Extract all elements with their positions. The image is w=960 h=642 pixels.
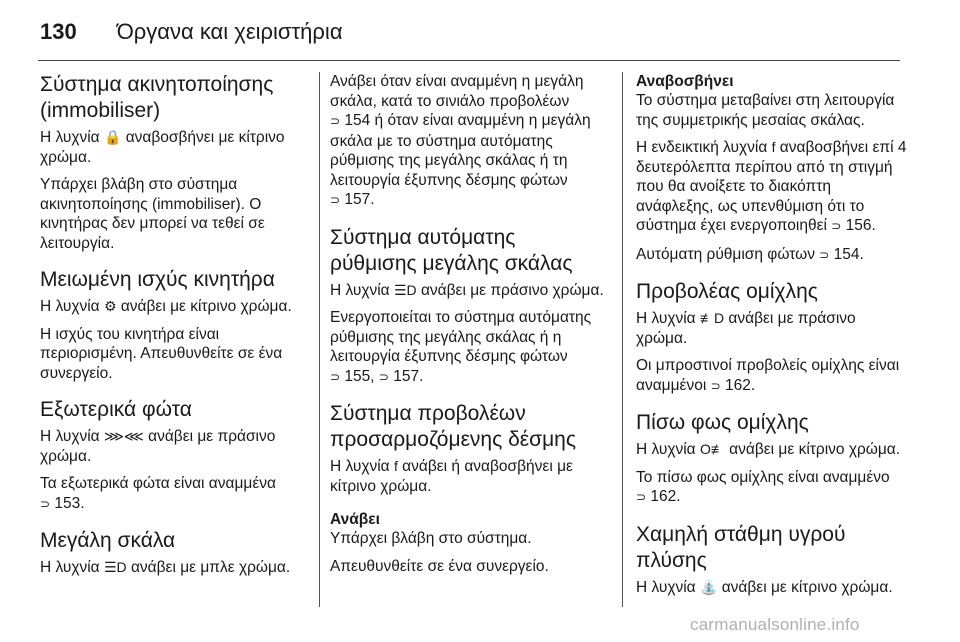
section-afl — [330, 401, 605, 496]
high-beam-icon: ☰D — [103, 559, 127, 575]
reference-arrow-icon: ⊃ — [636, 490, 647, 504]
reference-arrow-icon: ⊃ — [330, 193, 341, 207]
paragraph: Η λυχνία f ανάβει ή αναβοσβήνει με κίτρινο χρώμα. — [330, 458, 573, 495]
section-front-fog — [636, 279, 910, 396]
paragraph: Αυτόματη ρύθμιση φώτων ⊃ 154. — [636, 245, 864, 263]
auto-high-beam-icon: ☰D — [393, 281, 417, 298]
column-1 — [40, 72, 305, 592]
paragraph: Υπάρχει βλάβη στο σύστημα. — [330, 530, 532, 547]
subsection-title: Αναβοσβήνει — [636, 73, 734, 90]
section-title: Σύστημα ακινητοποίησης (immobiliser) — [40, 73, 274, 122]
column-2 — [330, 72, 605, 590]
rear-fog-icon: O≢ — [699, 441, 725, 457]
paragraph: Ενεργοποιείται το σύστημα αυτόματης ρύθμισης της μεγάλης σκάλας ή η λειτουργία έξυπνης δέσμης φώτων ⊃ 155, ⊃ 157. — [330, 309, 592, 385]
paragraph: Το πίσω φως ομίχλης είναι αναμμένο ⊃ 162. — [636, 468, 890, 505]
section-auto-high-beam — [330, 225, 605, 388]
section-flashing — [636, 72, 910, 265]
paragraph: Υπάρχει βλάβη στο σύστημα ακινητοποίησης (immobiliser). Ο κινητήρας δεν μπορεί να τεθεί σε λειτουργία. — [40, 176, 265, 252]
reference-arrow-icon: ⊃ — [831, 219, 842, 233]
side-lights-icon: ⋙⋘ — [103, 428, 144, 444]
paragraph: Η λυχνία ⚙ ανάβει με κίτρινο χρώμα. — [40, 298, 292, 315]
reference-arrow-icon: ⊃ — [330, 369, 341, 384]
section-title: Πίσω φως ομίχλης — [636, 411, 809, 434]
section-title: Μειωμένη ισχύς κινητήρα — [40, 268, 275, 291]
reference-arrow-icon: ⊃ — [378, 369, 389, 384]
page-header — [40, 12, 920, 52]
paragraph: Η λυχνία ⋙⋘ ανάβει με πράσινο χρώμα. — [40, 428, 276, 465]
column-3 — [636, 72, 910, 611]
section-immobiliser — [40, 72, 305, 253]
paragraph: Η λυχνία O≢ ανάβει με κίτρινο χρώμα. — [636, 441, 901, 458]
paragraph: Η λυχνία ⛲ ανάβει με κίτρινο χρώμα. — [636, 578, 893, 596]
reference-arrow-icon: ⊃ — [819, 247, 830, 262]
adaptive-light-icon: f — [393, 458, 398, 474]
washer-fluid-icon: ⛲ — [699, 578, 718, 595]
paragraph: Τα εξωτερικά φώτα είναι αναμμένα ⊃ 153. — [40, 475, 276, 512]
header-rule — [38, 60, 900, 61]
paragraph: Απευθυνθείτε σε ένα συνεργείο. — [330, 557, 549, 575]
subsection-title: Ανάβει — [330, 511, 380, 528]
section-exterior-lights — [40, 397, 305, 514]
section-rear-fog — [636, 410, 910, 508]
section-on — [330, 510, 605, 576]
paragraph: Η λυχνία ☰D ανάβει με πράσινο χρώμα. — [330, 281, 604, 299]
paragraph: Η λυχνία ≢D ανάβει με πράσινο χρώμα. — [636, 310, 856, 347]
car-lock-icon: 🔒 — [103, 129, 122, 145]
front-fog-icon: ≢D — [699, 310, 725, 326]
engine-power-icon: ⚙ — [103, 298, 117, 314]
section-title: Χαμηλή στάθμη υγρού πλύσης — [636, 522, 846, 572]
section-title: Μεγάλη σκάλα — [40, 529, 176, 552]
section-title: Σύστημα αυτόματης ρύθμισης μεγάλης σκάλας — [330, 225, 573, 275]
section-title: Προβολέας ομίχλης — [636, 280, 818, 303]
adaptive-light-icon: f — [771, 139, 776, 155]
reference-arrow-icon: ⊃ — [40, 496, 51, 511]
column-divider — [319, 72, 320, 607]
section-high-beam-cont — [330, 72, 605, 211]
paragraph: Η λυχνία 🔒 αναβοσβήνει με κίτρινο χρώμα. — [40, 129, 285, 166]
paragraph: Η λυχνία ☰D ανάβει με μπλε χρώμα. — [40, 559, 291, 576]
reference-arrow-icon: ⊃ — [710, 378, 721, 393]
paragraph: Το σύστημα μεταβαίνει στη λειτουργία της συμμετρικής μεσαίας σκάλας. — [636, 92, 895, 129]
paragraph: Η ισχύς του κινητήρα είναι περιορισμένη. Απευθυνθείτε σε ένα συνεργείο. — [40, 325, 283, 382]
section-engine-power — [40, 267, 305, 383]
chapter-title: Όργανα και χειριστήρια — [116, 19, 343, 44]
section-title: Εξωτερικά φώτα — [40, 398, 192, 421]
paragraph: Ανάβει όταν είναι αναμμένη η μεγάλη σκάλα, κατά το σινιάλο προβολέων ⊃ 154 ή όταν είναι αναμμένη η μεγάλη σκάλα με το σύστημα αυτόματης ρύθμισης της μεγάλης σκάλας ή τη λειτουργία έξυπνης δέσμης φώτων ⊃ 157. — [330, 73, 591, 208]
section-title: Σύστημα προβολέων προσαρμοζόμενης δέσμης — [330, 402, 576, 451]
page-number: 130 — [40, 19, 77, 44]
column-divider — [622, 72, 623, 607]
paragraph: Οι μπροστινοί προβολείς ομίχλης είναι αναμμένοι ⊃ 162. — [636, 357, 900, 394]
reference-arrow-icon: ⊃ — [330, 114, 341, 128]
paragraph: Η ενδεικτική λυχνία f αναβοσβήνει επί 4 δευτερόλεπτα περίπου από τη στιγμή που θα ανοίξετε το διακόπτη ανάφλεξης, ως υπενθύμιση ότι το σύστημα έχει ενεργοποιηθεί ⊃ 156. — [636, 139, 907, 234]
section-high-beam — [40, 528, 305, 578]
watermark: carmanualsonline.info — [690, 615, 860, 634]
section-washer — [636, 522, 910, 598]
